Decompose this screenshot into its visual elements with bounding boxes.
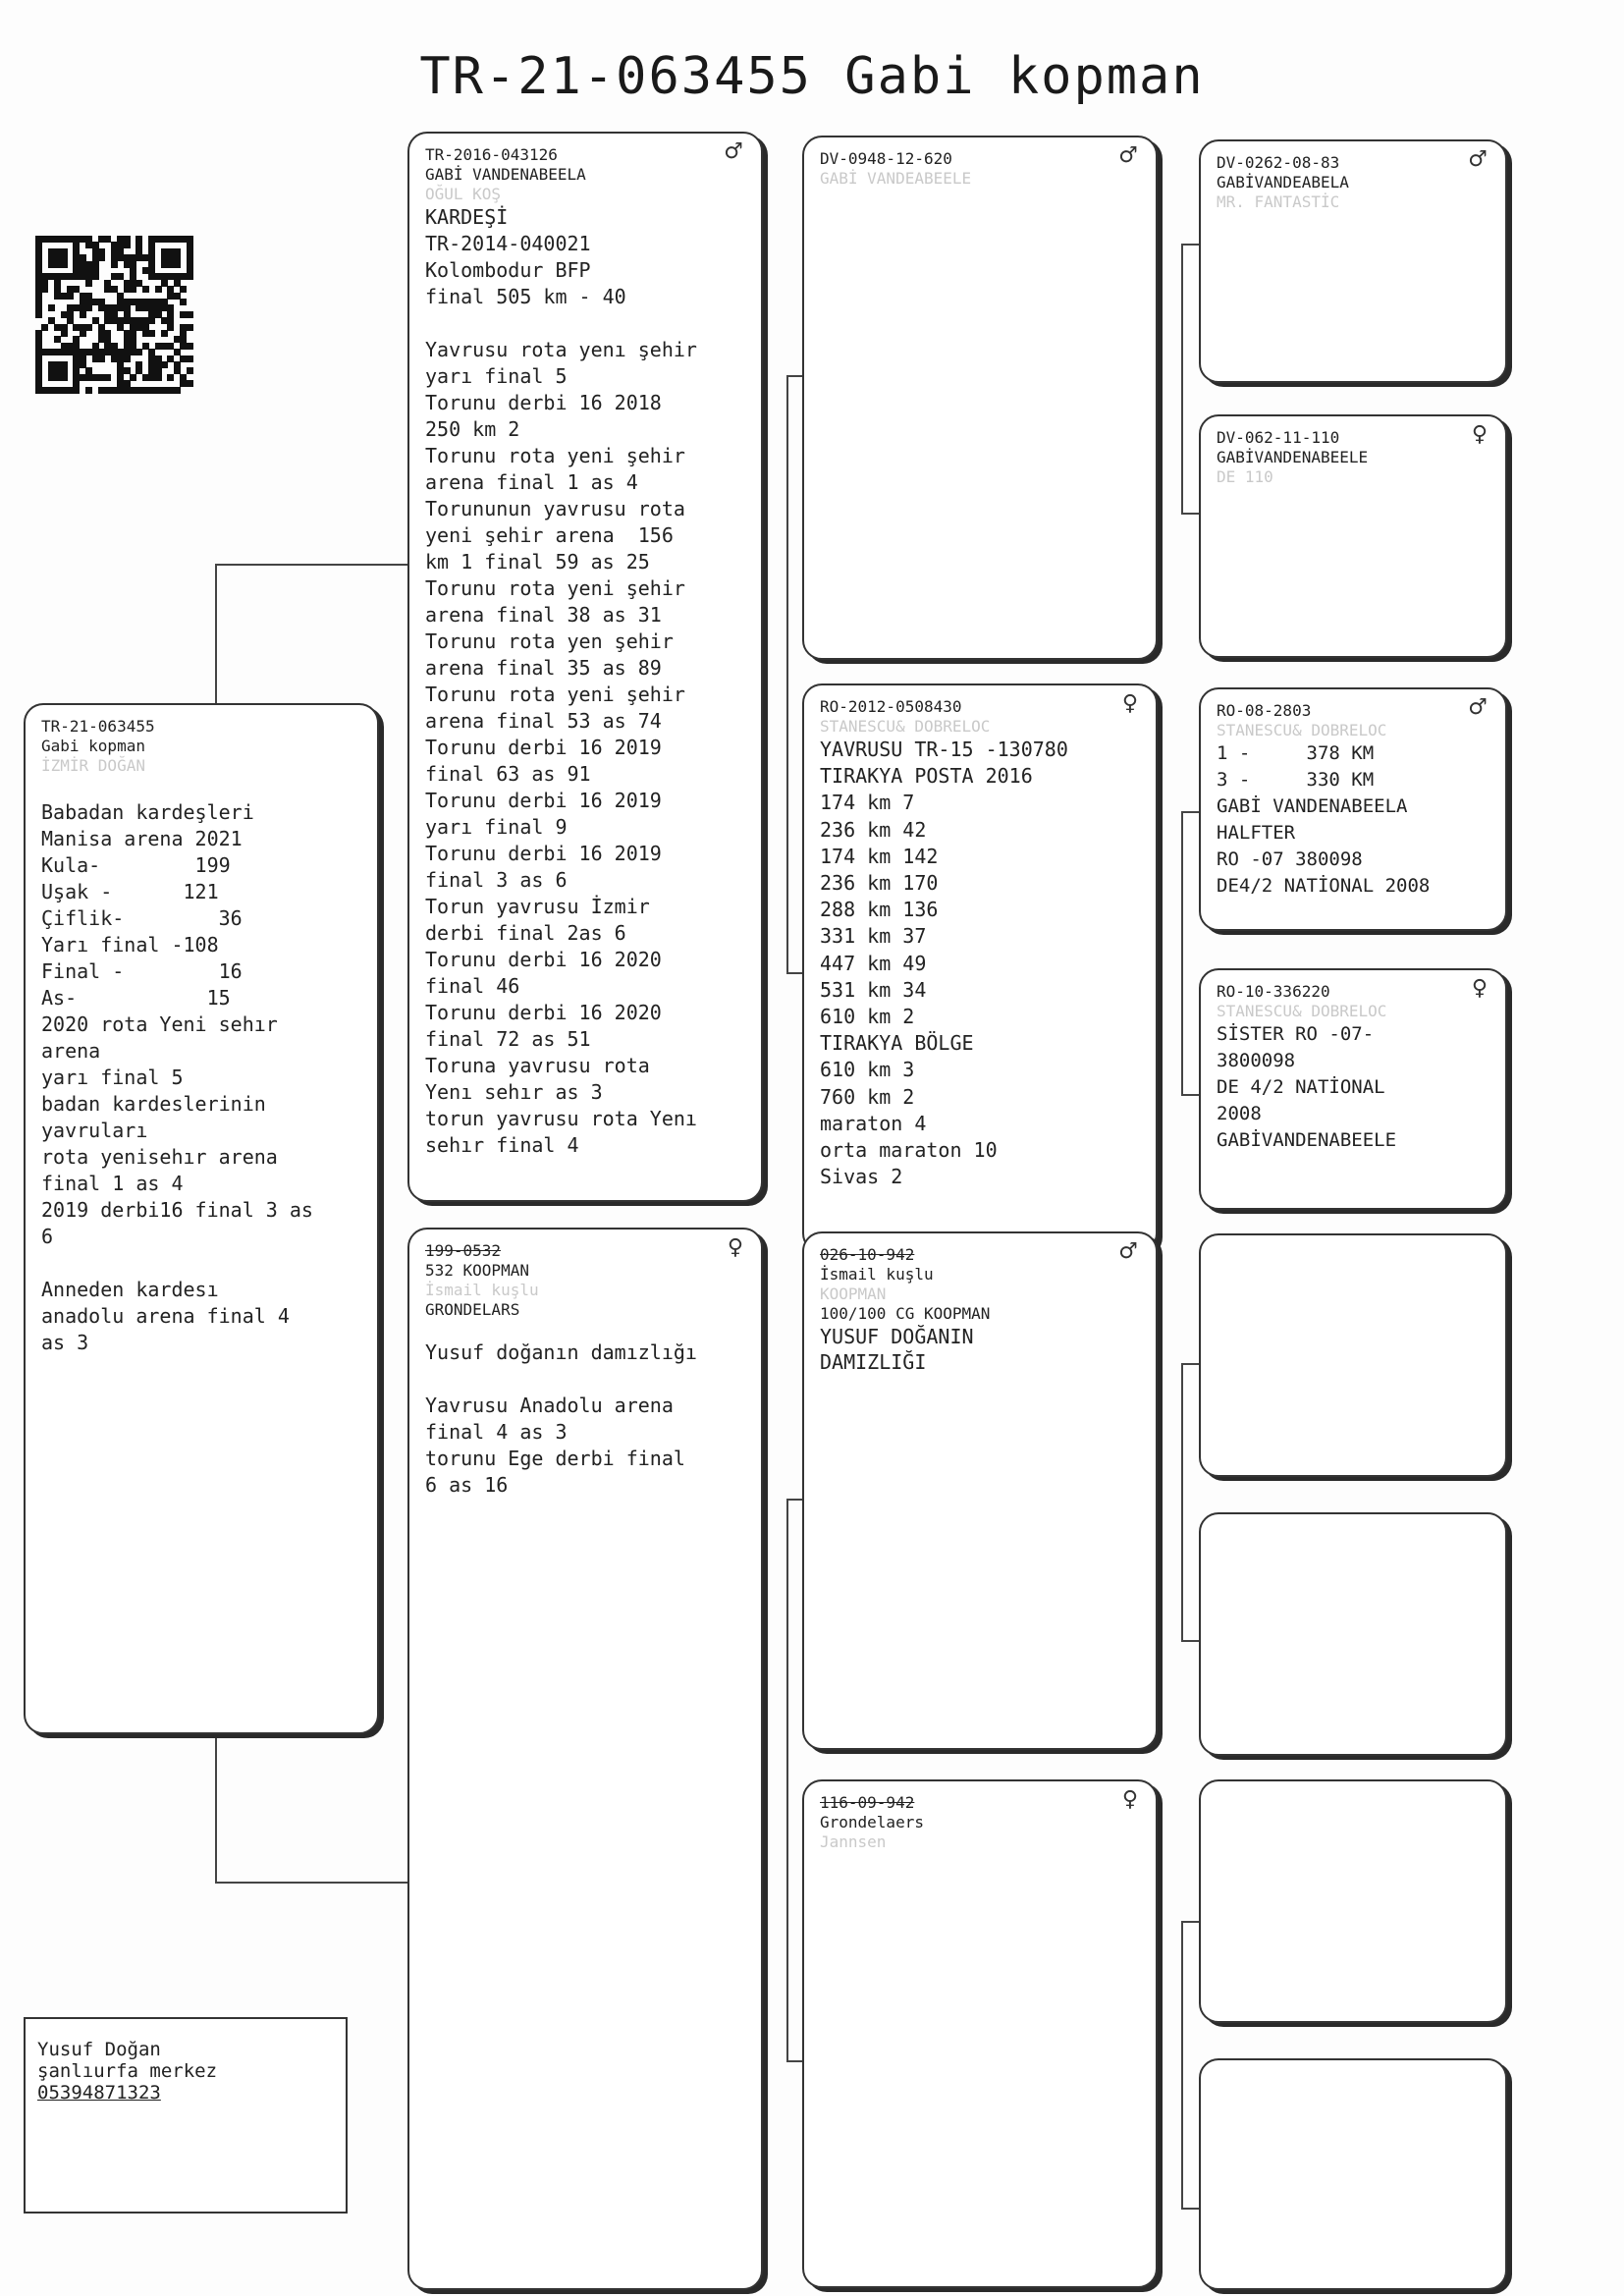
dam-sire-card[interactable]: [802, 1231, 1158, 1750]
connector-line: [786, 375, 788, 974]
pigeon-name: İsmail kuşlu: [820, 1265, 934, 1284]
pigeon-notes: YUSUF DOĞANIN DAMIZLIĞI: [820, 1325, 974, 1374]
ring-number: 199-0532: [425, 1241, 502, 1260]
connector-line: [1181, 244, 1183, 515]
female-icon: ♀: [1471, 976, 1488, 1001]
faint-label: GABİ VANDEABEELE: [820, 169, 972, 188]
ring-number: RO-10-336220: [1217, 982, 1330, 1001]
dam-dam-dam-card[interactable]: [1199, 2058, 1507, 2290]
connector-line: [786, 1499, 802, 1501]
connector-line: [786, 2060, 802, 2062]
pigeon-name: GABİVANDENABEELE: [1217, 448, 1369, 466]
dam-card[interactable]: [407, 1228, 763, 2290]
male-icon: ♂: [1468, 147, 1488, 172]
connector-line: [1181, 1921, 1183, 2210]
dam-dam-sire-card[interactable]: [1199, 1779, 1507, 2023]
ring-number: DV-062-11-110: [1217, 428, 1340, 447]
pigeon-notes: Yusuf doğanın damızlığı Yavrusu Anadolu arena final 4 as 3 torunu Ege derbi final 6 as 16: [425, 1340, 697, 1497]
subject-card[interactable]: [24, 703, 379, 1734]
dam-sire-dam-card[interactable]: [1199, 1512, 1507, 1756]
faint-label: DE 110: [1217, 467, 1273, 486]
pigeon-name: Gabi kopman: [41, 737, 145, 755]
owner-city: şanlıurfa merkez: [37, 2060, 218, 2082]
ring-number: DV-0948-12-620: [820, 149, 952, 168]
connector-line: [1181, 244, 1199, 246]
connector-line: [215, 564, 217, 703]
qr-code: [35, 236, 192, 393]
page-title: TR-21-063455 Gabi kopman: [419, 47, 1205, 106]
connector-line: [1181, 1363, 1183, 1642]
pigeon-extra: GRONDELARS: [425, 1300, 520, 1319]
pigeon-notes: 1 - 378 KM 3 - 330 KM GABİ VANDENABEELA HALFTER RO -07 380098 DE4/2 NATİONAL 2008: [1217, 742, 1431, 897]
faint-label: İZMİR DOĞAN: [41, 756, 145, 775]
owner-info-box: [24, 2017, 348, 2214]
dam-sire-sire-card[interactable]: [1199, 1233, 1507, 1477]
ring-number: TR-21-063455: [41, 717, 155, 736]
pigeon-name: GABİ VANDENABEELA: [425, 165, 586, 184]
pigeon-name: GABİVANDEABELA: [1217, 173, 1349, 191]
pigeon-notes: YAVRUSU TR-15 -130780 TIRAKYA POSTA 2016 174 km 7 236 km 42 174 km 142 236 km 170 288 km 136 331 km 37 447 km 49 531 km 34 610 km 2 TIRAKYA BÖLGE 610 km 3 760 km 2 maraton 4 orta maraton 10 Sivas 2: [820, 738, 1068, 1189]
sire-dam-card[interactable]: [802, 683, 1158, 1253]
female-icon: ♀: [1471, 422, 1488, 447]
ring-number: 026-10-942: [820, 1245, 915, 1264]
faint-label: MR. FANTASTİC: [1217, 192, 1340, 211]
pigeon-name: 532 KOOPMAN: [425, 1261, 529, 1280]
sire-sire-dam-card[interactable]: [1199, 414, 1507, 658]
sire-dam-dam-card[interactable]: [1199, 968, 1507, 1210]
connector-line: [215, 1734, 217, 1884]
male-icon: ♂: [1468, 695, 1488, 720]
ring-number: TR-2016-043126: [425, 145, 558, 164]
faint-label: STANESCU& DOBRELOC: [1217, 1002, 1387, 1020]
female-icon: ♀: [727, 1235, 743, 1260]
pigeon-extra: 100/100 CG KOOPMAN: [820, 1304, 991, 1323]
owner-name: Yusuf Doğan: [37, 2039, 161, 2060]
connector-line: [1181, 1363, 1199, 1365]
faint-label: İsmail kuşlu: [425, 1281, 539, 1299]
faint-label: OĞUL KOŞ: [425, 185, 502, 203]
connector-line: [1181, 2208, 1199, 2210]
female-icon: ♀: [1121, 691, 1138, 716]
female-icon: ♀: [1121, 1787, 1138, 1812]
ring-number: RO-2012-0508430: [820, 697, 962, 716]
connector-line: [215, 1882, 407, 1884]
male-icon: ♂: [724, 139, 743, 164]
connector-line: [1181, 811, 1183, 1096]
connector-line: [1181, 1640, 1199, 1642]
owner-phone: 05394871323: [37, 2082, 161, 2104]
sire-sire-sire-card[interactable]: [1199, 139, 1507, 383]
faint-label: KOOPMAN: [820, 1285, 887, 1303]
male-icon: ♂: [1118, 1239, 1138, 1264]
connector-line: [1181, 1921, 1199, 1923]
sire-sire-card[interactable]: [802, 136, 1158, 660]
faint-label: Jannsen: [820, 1832, 887, 1851]
pigeon-name: Grondelaers: [820, 1813, 924, 1831]
faint-label: STANESCU& DOBRELOC: [1217, 721, 1387, 739]
faint-label: STANESCU& DOBRELOC: [820, 717, 991, 736]
connector-line: [786, 972, 802, 974]
pigeon-notes: Babadan kardeşleri Manisa arena 2021 Kula- 199 Uşak - 121 Çiflik- 36 Yarı final -108 Final - 16 As- 15 2020 rota Yeni sehır arena yarı final 5 badan kardeslerinin yavruları rota yenisehır arena final 1 as 4 2019 derbi16 final 3 as 6 Anneden kardesı anadolu arena final 4 as 3: [41, 800, 313, 1354]
ring-number: RO-08-2803: [1217, 701, 1312, 720]
connector-line: [1181, 811, 1199, 813]
ring-number: 116-09-942: [820, 1793, 915, 1812]
pigeon-notes: KARDEŞİ TR-2014-040021 Kolombodur BFP final 505 km - 40 Yavrusu rota yenı şehir yarı final 5 Torunu derbi 16 2018 250 km 2 Torunu rota yeni şehir arena final 1 as 4 Torununun yavrusu rota yeni şehir arena 156 km 1 final 59 as 25 Torunu rota yeni şehir arena final 38 as 31 Torunu rota yen şehir arena final 35 as 89 Torunu rota yeni şehir arena final 53 as 74 Torunu derbi 16 2019 final 63 as 91 Torunu derbi 16 2019 yarı final 9 Torunu derbi 16 2019 final 3 as 6 Torun yavrusu İzmir derbi final 2as 6 Torunu derbi 16 2020 final 46 Torunu derbi 16 2020 final 72 as 51 Toruna yavrusu rota Yenı sehır as 3 torun yavrusu rota Yenı sehır final 4: [425, 205, 697, 1157]
pigeon-notes: SİSTER RO -07- 3800098 DE 4/2 NATİONAL 2008 GABİVANDENABEELE: [1217, 1023, 1397, 1151]
sire-card[interactable]: [407, 132, 763, 1202]
connector-line: [1181, 1094, 1199, 1096]
connector-line: [215, 564, 407, 566]
dam-dam-card[interactable]: [802, 1779, 1158, 2288]
connector-line: [786, 1499, 788, 2062]
connector-line: [786, 375, 802, 377]
connector-line: [1181, 513, 1199, 515]
sire-dam-sire-card[interactable]: [1199, 687, 1507, 931]
male-icon: ♂: [1118, 143, 1138, 168]
ring-number: DV-0262-08-83: [1217, 153, 1340, 172]
